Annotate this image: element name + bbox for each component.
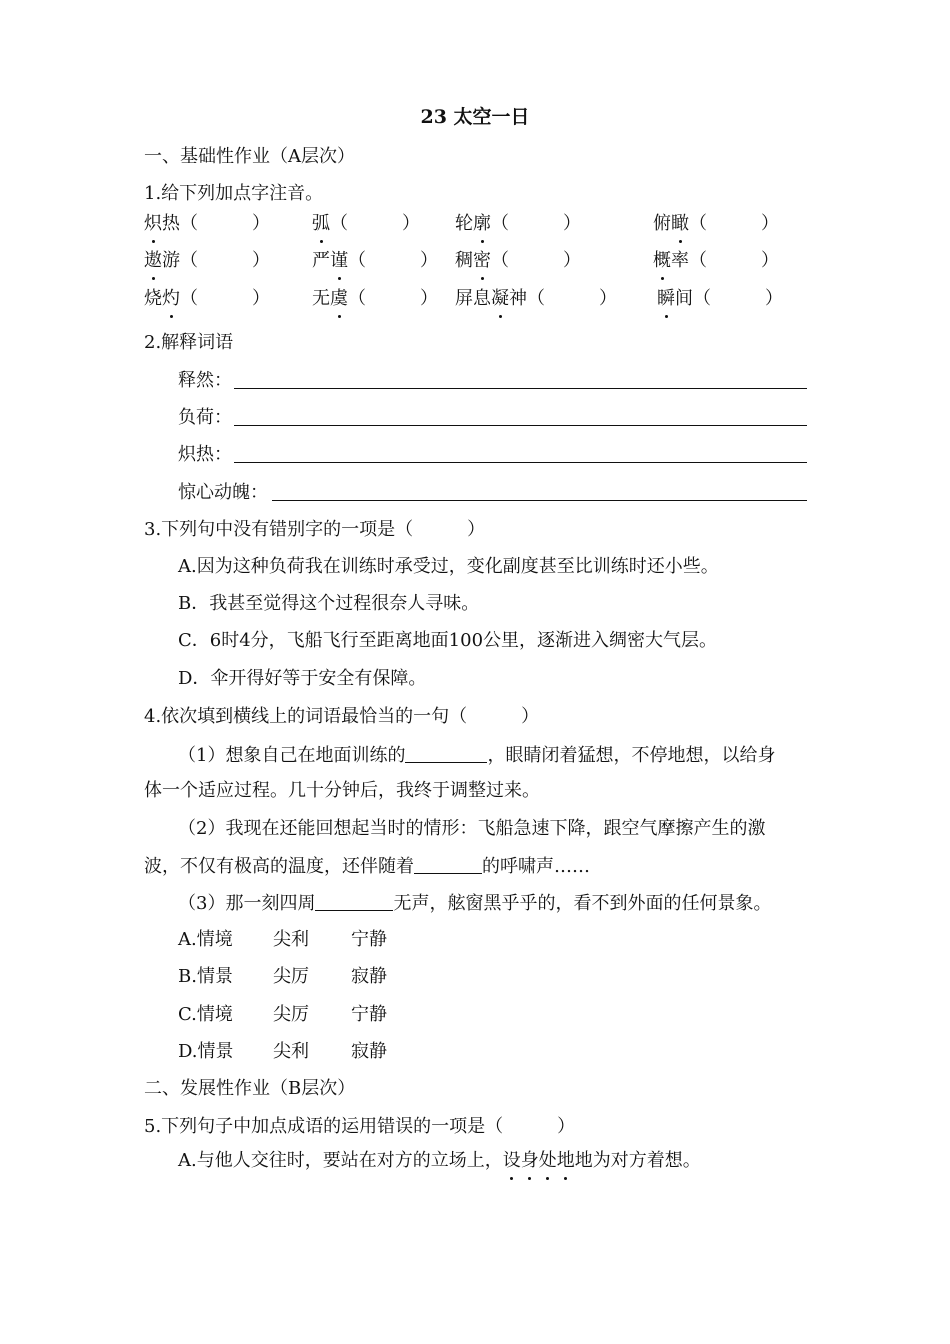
q4-sentence-2-cont: 波，不仅有极高的温度，还伴随着 的呼啸声…… — [144, 856, 590, 877]
q2-prompt: 2.解释词语 — [144, 332, 234, 353]
q1-item: 轮廓（ ） — [455, 213, 581, 234]
q4-sentence-1-cont: 体一个适应过程。几十分钟后，我终于调整过来。 — [144, 780, 540, 801]
q1-item: 炽热（ ） — [144, 213, 270, 234]
fill-blank[interactable] — [405, 744, 487, 763]
q1-item: 烧灼（ ） — [144, 288, 270, 309]
q4-prompt: 4.依次填到横线上的词语最恰当的一句（ ） — [144, 706, 540, 727]
q4-option-b: B.情景 — [178, 966, 233, 987]
answer-line[interactable] — [234, 425, 807, 426]
q3-prompt: 3.下列句中没有错别字的一项是（ ） — [144, 519, 486, 540]
q4-option-c-word2: 尖厉 — [273, 1004, 309, 1025]
q1-item: 俯瞰（ ） — [653, 213, 779, 234]
fill-blank[interactable] — [315, 892, 393, 911]
q4-option-b-word2: 尖厉 — [273, 966, 309, 987]
q3-option-b: B．我甚至觉得这个过程很奈人寻味。 — [178, 593, 480, 614]
q1-item: 遨游（ ） — [144, 250, 270, 271]
q5-option-a: A.与他人交往时，要站在对方的立场上，设身处地地为对方着想。 — [178, 1150, 701, 1171]
q3-option-d: D．伞开得好等于安全有保障。 — [178, 668, 427, 689]
q4-option-c-word3: 宁静 — [351, 1004, 387, 1025]
q2-word: 负荷： — [178, 407, 232, 428]
q2-word: 释然： — [178, 370, 232, 391]
q4-option-a-word2: 尖利 — [273, 929, 309, 950]
page-title: 23 太空一日 — [420, 106, 530, 128]
q4-option-b-word3: 寂静 — [351, 966, 387, 987]
q4-option-d-word2: 尖利 — [273, 1041, 309, 1062]
q1-item: 屏息凝神（ ） — [455, 288, 617, 309]
q4-sentence-2: （2）我现在还能回想起当时的情形：飞船急速下降，跟空气摩擦产生的激 — [178, 818, 766, 839]
fill-blank[interactable] — [414, 855, 482, 874]
q1-item: 无虞（ ） — [312, 288, 438, 309]
q1-item: 稠密（ ） — [455, 250, 581, 271]
answer-line[interactable] — [234, 388, 807, 389]
q1-prompt: 1.给下列加点字注音。 — [144, 183, 324, 204]
q4-sentence-3: （3）那一刻四周 无声，舷窗黑乎乎的，看不到外面的任何景象。 — [178, 893, 772, 914]
section-a-heading: 一、基础性作业（A层次） — [144, 146, 355, 167]
q1-item: 概率（ ） — [653, 250, 779, 271]
q5-prompt: 5.下列句子中加点成语的运用错误的一项是（ ） — [144, 1116, 576, 1137]
q4-sentence-1: （1）想象自己在地面训练的 ，眼睛闭着猛想，不停地想，以给身 — [178, 745, 776, 766]
answer-line[interactable] — [234, 462, 807, 463]
section-b-heading: 二、发展性作业（B层次） — [144, 1078, 356, 1099]
q2-word: 惊心动魄： — [178, 482, 268, 503]
q3-option-a: A.因为这种负荷我在训练时承受过，变化副度甚至比训练时还小些。 — [178, 556, 719, 577]
q3-option-c: C．6时4分，飞船飞行至距离地面100公里，逐渐进入绸密大气层。 — [178, 630, 718, 651]
q4-option-c: C.情境 — [178, 1004, 233, 1025]
q4-option-a-word3: 宁静 — [351, 929, 387, 950]
answer-line[interactable] — [272, 500, 807, 501]
q1-item: 弧（ ） — [312, 213, 420, 234]
q4-option-d-word3: 寂静 — [351, 1041, 387, 1062]
q1-item: 瞬间（ ） — [657, 288, 783, 309]
q4-option-d: D.情景 — [178, 1041, 234, 1062]
q1-item: 严谨（ ） — [312, 250, 438, 271]
q2-word: 炽热： — [178, 444, 232, 465]
q4-option-a: A.情境 — [178, 929, 233, 950]
